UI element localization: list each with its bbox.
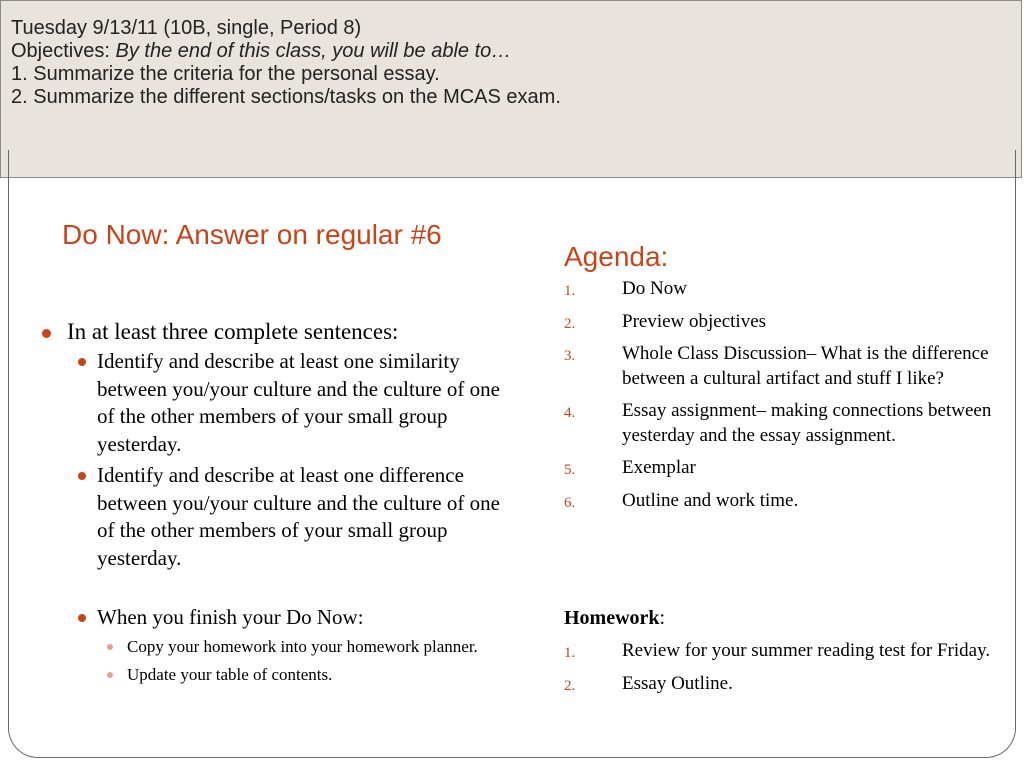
list-item: Identify and describe at least one difference between you/your culture and the culture of one of the other members of your small group yesterday. [73,462,522,572]
list-item [564,639,994,664]
homework-label-text: Homework [564,607,660,629]
finish-label: When you finish your Do Now: [97,605,364,629]
item-text: Preview objectives [622,310,767,332]
list-item [564,489,994,514]
item-text: Do Now [622,278,687,299]
item-text: Outline and work time. [622,489,799,511]
item-text: Review for your summer reading test for Friday. [622,640,991,661]
list-item [564,277,994,302]
list-item: Copy your homework into your homework planner. [103,636,522,658]
objectives-intro: By the end of this class, you will be able to… [115,40,512,62]
item-number: 2. [564,315,576,332]
objectives-label: Objectives [11,40,105,62]
agenda-list [564,277,994,521]
item-text: Essay Outline. [622,672,733,694]
item-text: Exemplar [622,457,696,478]
homework-label-suffix: : [659,607,666,629]
objectives-line: Objectives: By the end of this class, you will be able to… [11,40,512,62]
item-number: 1. [564,283,576,299]
item-number: 2. [564,677,576,694]
finish-sub-list [103,636,522,686]
header-title: Tuesday 9/13/11 (10B, single, Period 8) [11,17,362,39]
objective-1: 1. Summarize the criteria for the personal essay. [11,63,440,85]
do-now-title: Do Now: Answer on regular #6 [62,219,442,250]
do-now-prompt [42,318,522,686]
item-number: 5. [564,462,576,478]
item-number: 6. [564,494,576,511]
item-number: 4. [564,405,576,421]
do-now-prompt-text: In at least three complete sentences: [67,319,399,344]
list-item [564,456,994,481]
do-now-list [42,318,522,692]
list-item [564,399,994,448]
list-item [564,342,994,391]
item-number: 1. [564,645,576,661]
homework-list [564,639,994,704]
list-item [564,672,994,697]
finish-item [73,604,522,686]
item-text: Essay assignment– making connections between yesterday and the essay assignment. [622,400,992,446]
list-item [564,310,994,335]
agenda-title: Agenda: [564,241,669,272]
list-item: Update your table of contents. [103,664,522,686]
homework-label [564,605,665,631]
list-item: Identify and describe at least one similarity between you/your culture and the culture of one of the other members of your small group yesterday. [73,348,522,458]
item-text: Whole Class Discussion– What is the difference between a cultural artifact and stuff I like? [622,343,989,389]
item-number: 3. [564,348,576,364]
objective-2: 2. Summarize the different sections/tasks on the MCAS exam. [11,86,561,108]
do-now-sub-list [73,348,522,686]
